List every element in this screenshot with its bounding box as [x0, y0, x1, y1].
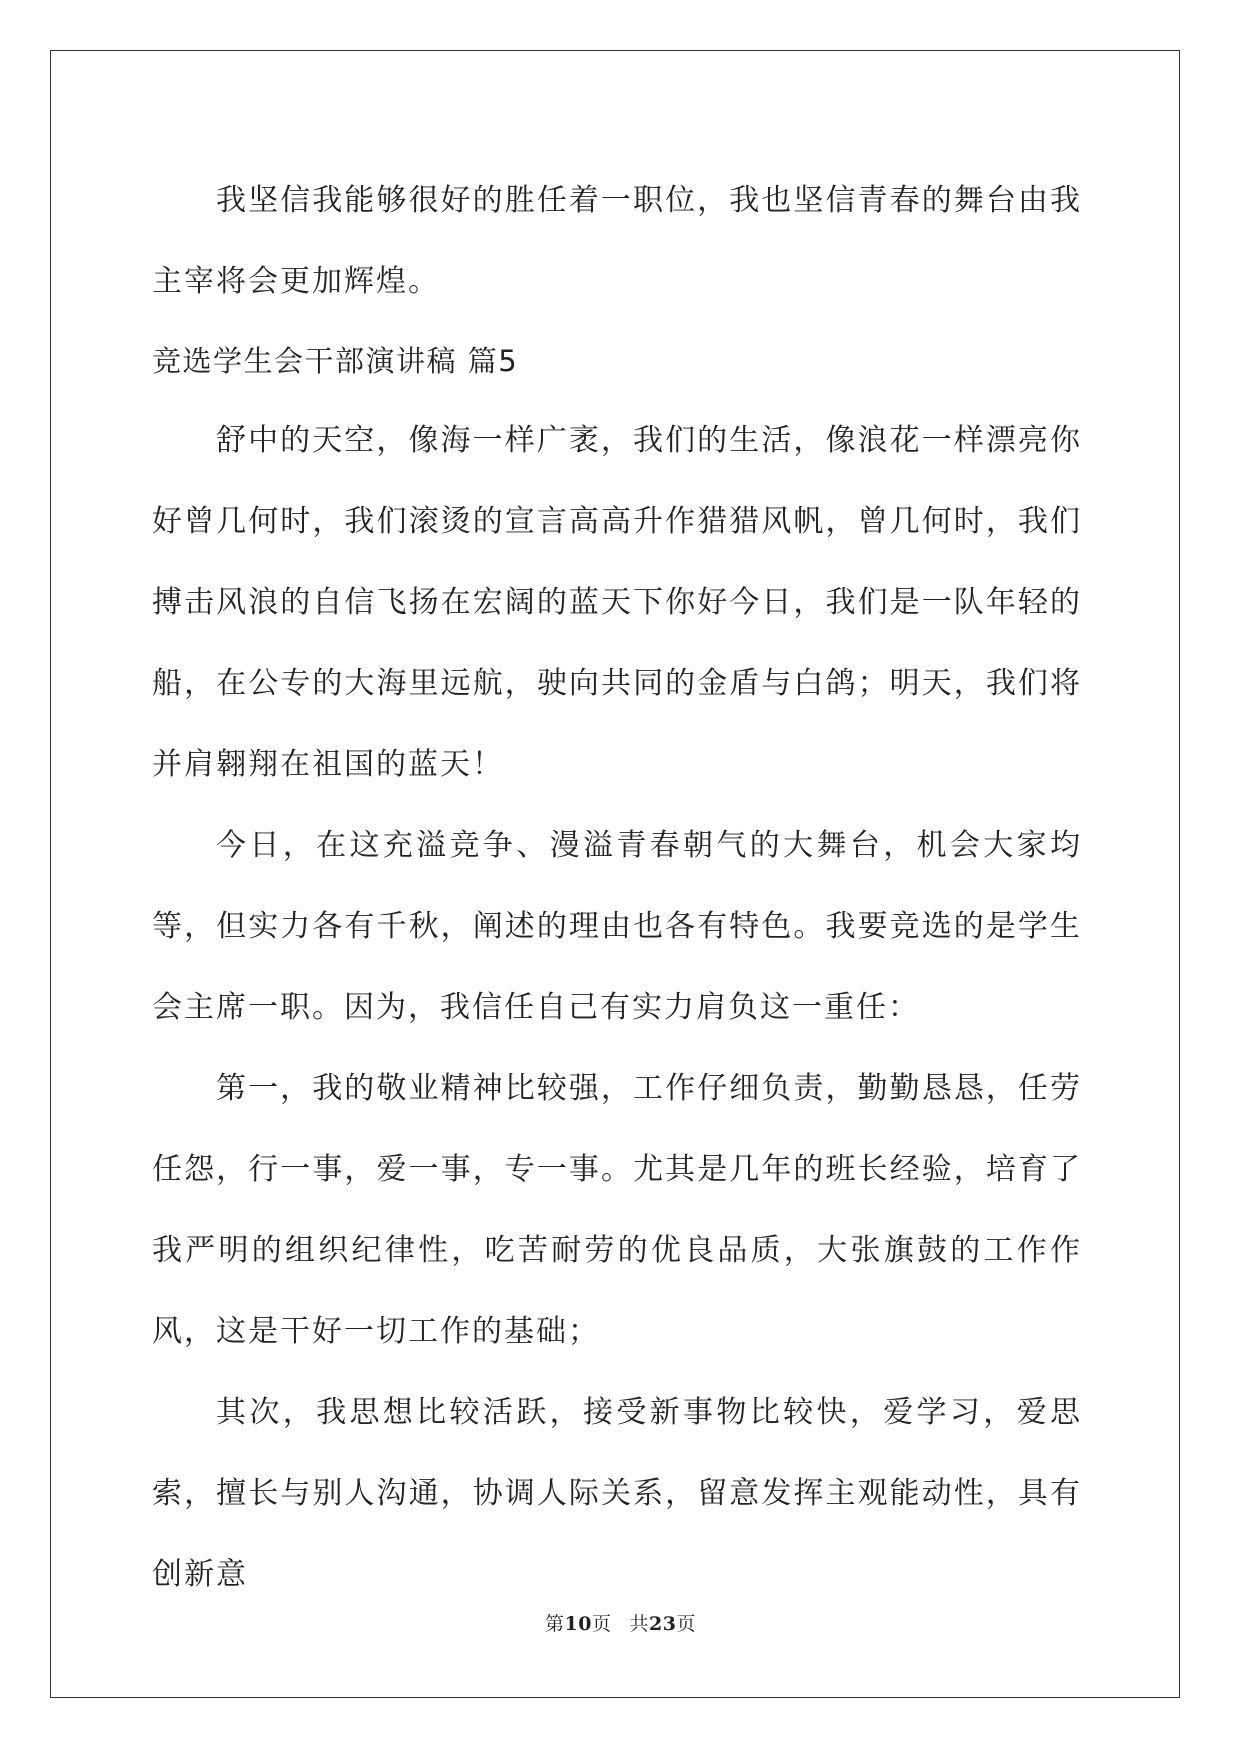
footer-total-prefix: 共	[629, 1613, 650, 1635]
footer-total-pages: 23	[649, 1613, 677, 1635]
page-footer	[0, 1609, 1241, 1636]
footer-total-word: 页	[676, 1613, 696, 1635]
paragraph-opening: 舒中的天空，像海一样广袤，我们的生活，像浪花一样漂亮你好曾几何时，我们滚烫的宣言高高升作猎猎风帆，曾几何时，我们搏击风浪的自信飞扬在宏阔的蓝天下你好今日，我们是一队年轻的船，在公专的大海里远航，驶向共同的金盾与白鸽；明天，我们将并肩翱翔在祖国的蓝天！	[152, 423, 1082, 782]
footer-current-page: 10	[564, 1613, 592, 1635]
paragraph-candidacy: 今日，在这充溢竞争、漫溢青春朝气的大舞台，机会大家均等，但实力各有千秋，阐述的理由也各有特色。我要竞选的是学生会主席一职。因为，我信任自己有实力肩负这一重任：	[152, 828, 1082, 1025]
document-body	[152, 160, 1082, 1615]
paragraph-conclusion: 我坚信我能够很好的胜任着一职位，我也坚信青春的舞台由我主宰将会更加辉煌。	[152, 183, 1082, 299]
section-heading: 竞选学生会干部演讲稿 篇5	[152, 344, 519, 378]
footer-page-word: 页	[591, 1613, 612, 1635]
paragraph-first-reason: 第一，我的敬业精神比较强，工作仔细负责，勤勤恳恳，任劳任怨，行一事，爱一事，专一事。尤其是几年的班长经验，培育了我严明的组织纪律性，吃苦耐劳的优良品质，大张旗鼓的工作作风，这是干好一切工作的基础；	[152, 1071, 1082, 1349]
footer-page-prefix: 第	[545, 1613, 565, 1635]
paragraph-second-reason: 其次，我思想比较活跃，接受新事物比较快，爱学习，爱思索，擅长与别人沟通，协调人际关系，留意发挥主观能动性，具有创新意	[152, 1395, 1082, 1592]
